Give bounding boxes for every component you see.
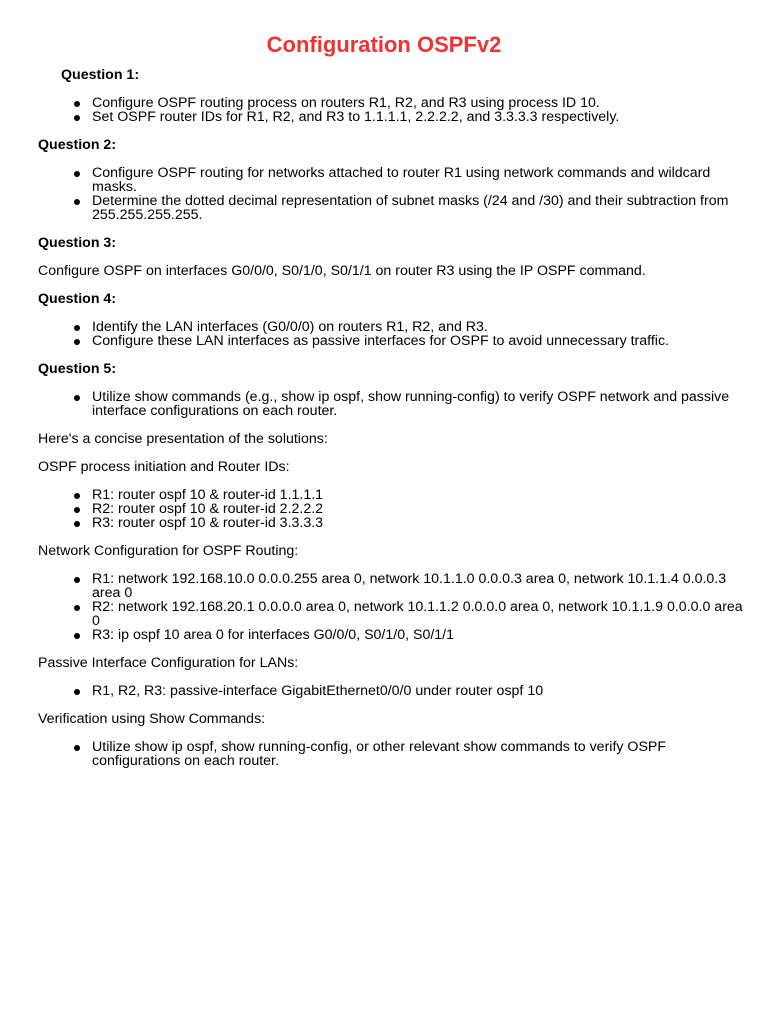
- passive-interface-list: [92, 684, 748, 698]
- question-4-heading: Question 4:: [38, 291, 117, 307]
- solutions-intro: Here's a concise presentation of the solutions:: [38, 431, 328, 447]
- list-item: Configure OSPF routing for networks attached to router R1 using network commands and wildcard masks.: [92, 166, 748, 194]
- list-item: R3: ip ospf 10 area 0 for interfaces G0/0/0, S0/1/0, S0/1/1: [92, 628, 748, 642]
- list-item: Identify the LAN interfaces (G0/0/0) on routers R1, R2, and R3.: [92, 320, 748, 334]
- question-2-heading: Question 2:: [38, 137, 117, 153]
- list-item: Configure OSPF routing process on routers R1, R2, and R3 using process ID 10.: [92, 96, 748, 110]
- verification-list: [92, 740, 748, 768]
- passive-interface-heading: Passive Interface Configuration for LANs:: [38, 655, 299, 671]
- list-item: Configure these LAN interfaces as passive interfaces for OSPF to avoid unnecessary traffic.: [92, 334, 748, 348]
- list-item: R2: router ospf 10 & router-id 2.2.2.2: [92, 502, 748, 516]
- question-5-heading: Question 5:: [38, 361, 117, 377]
- list-item: R2: network 192.168.20.1 0.0.0.0 area 0, network 10.1.1.2 0.0.0.0 area 0, network 10.1.1.9 0.0.0.0 area 0: [92, 600, 748, 628]
- question-4-list: [92, 320, 748, 348]
- list-item: R1: network 192.168.10.0 0.0.0.255 area 0, network 10.1.1.0 0.0.0.3 area 0, network 10.1.1.4 0.0.0.3 area 0: [92, 572, 748, 600]
- list-item: Set OSPF router IDs for R1, R2, and R3 to 1.1.1.1, 2.2.2.2, and 3.3.3.3 respectively.: [92, 110, 748, 124]
- list-item: R3: router ospf 10 & router-id 3.3.3.3: [92, 516, 748, 530]
- list-item: Utilize show commands (e.g., show ip ospf, show running-config) to verify OSPF network and passive interface configurations on each router.: [92, 390, 748, 418]
- list-item: Determine the dotted decimal representation of subnet masks (/24 and /30) and their subtraction from 255.255.255.255.: [92, 194, 748, 222]
- question-1-list: [92, 96, 748, 124]
- question-1-heading: Question 1:: [61, 67, 140, 83]
- list-item: Utilize show ip ospf, show running-config, or other relevant show commands to verify OSPF configurations on each router.: [92, 740, 748, 768]
- question-5-list: [92, 390, 748, 418]
- question-2-list: [92, 166, 748, 222]
- list-item: R1: router ospf 10 & router-id 1.1.1.1: [92, 488, 748, 502]
- document-title: Configuration OSPFv2: [266, 32, 502, 57]
- router-ids-heading: OSPF process initiation and Router IDs:: [38, 459, 290, 475]
- network-config-list: [92, 572, 748, 642]
- network-config-heading: Network Configuration for OSPF Routing:: [38, 543, 299, 559]
- question-3-text: Configure OSPF on interfaces G0/0/0, S0/1/0, S0/1/1 on router R3 using the IP OSPF command.: [38, 263, 646, 279]
- router-ids-list: [92, 488, 748, 530]
- list-item: R1, R2, R3: passive-interface GigabitEthernet0/0/0 under router ospf 10: [92, 684, 748, 698]
- verification-heading: Verification using Show Commands:: [38, 711, 266, 727]
- question-3-heading: Question 3:: [38, 235, 117, 251]
